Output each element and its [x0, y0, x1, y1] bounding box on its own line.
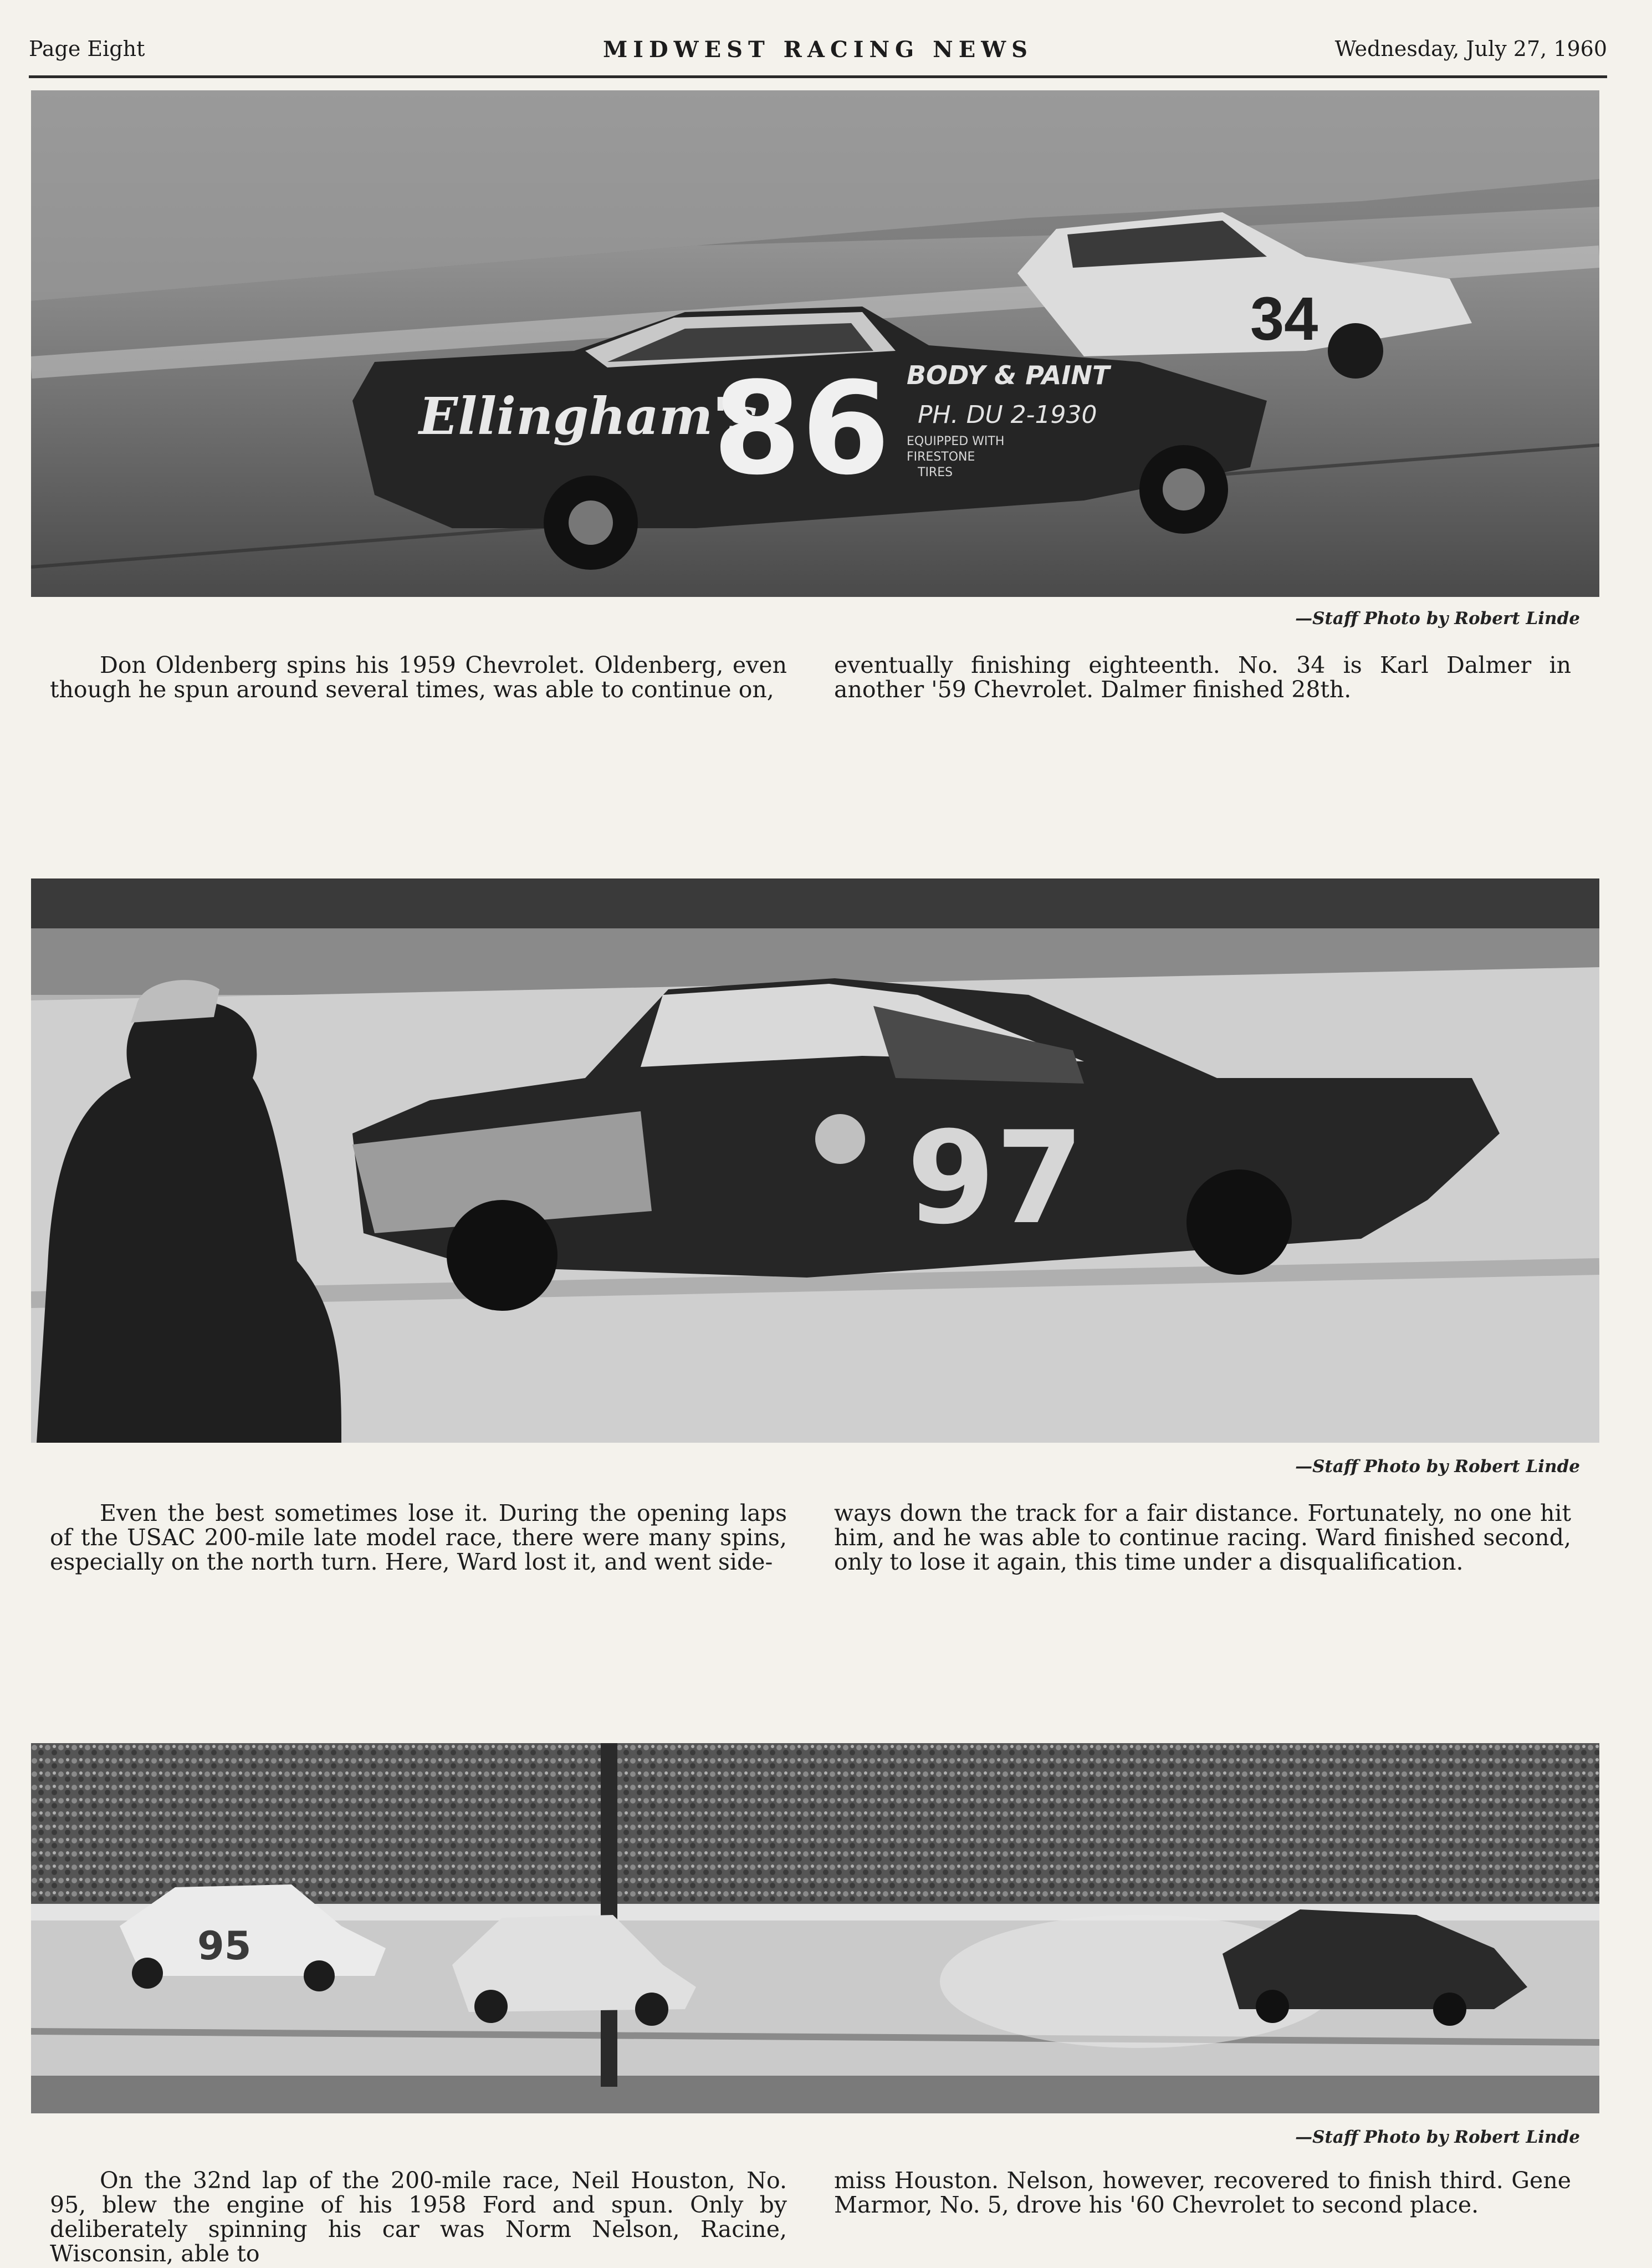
caption-3-right: miss Houston. Nelson, however, recovered to finish third. Gene Marmor, No. 5, drove his '60 Chevrolet to second place.	[834, 2167, 1571, 2218]
car-door-text-2: PH. DU 2-1930	[918, 401, 1097, 429]
car-door-text-4: FIRESTONE	[907, 450, 975, 464]
car-number-34: 34	[1250, 285, 1318, 353]
photo-car-97-sideways	[31, 878, 1599, 1443]
photo-3-image	[31, 1743, 1599, 2113]
car-sponsor-script: Ellingham's	[419, 386, 757, 446]
photo-credit-2: —Staff Photo by Robert Linde	[1295, 1457, 1580, 1477]
car-door-text-5: TIRES	[918, 466, 953, 479]
caption-2-left: Even the best sometimes lose it. During the opening laps of the USAC 200-mile late model race, there were many spins, especially on the north turn. Here, Ward lost it, and went side-	[50, 1500, 787, 1575]
car-number-86: 86	[713, 355, 891, 503]
photo-1-image	[31, 90, 1599, 597]
caption-1-right: eventually finishing eighteenth. No. 34 is Karl Dalmer in another '59 Chevrolet. Dalmer finished 28th.	[834, 652, 1571, 703]
issue-date: Wednesday, July 27, 1960	[1334, 37, 1607, 61]
car-number-97: 97	[907, 1105, 1085, 1253]
photo-2-image	[31, 878, 1599, 1443]
car-number-95: 95	[197, 1923, 252, 1969]
page-header	[29, 31, 1607, 78]
photo-spinning-car-86	[31, 90, 1599, 597]
photo-houston-spin	[31, 1743, 1599, 2113]
publication-title: MIDWEST RACING NEWS	[603, 37, 1033, 63]
caption-3-left: On the 32nd lap of the 200-mile race, Neil Houston, No. 95, blew the engine of his 1958 Ford and spun. Only by deliberately spinning his car was Norm Nelson, Racine, Wisconsin, able to	[50, 2167, 787, 2267]
caption-1-left: Don Oldenberg spins his 1959 Chevrolet. Oldenberg, even though he spun around several times, was able to continue on,	[50, 652, 787, 703]
car-door-text-3: EQUIPPED WITH	[907, 435, 1005, 448]
photo-credit-3: —Staff Photo by Robert Linde	[1295, 2127, 1580, 2147]
caption-2-right: ways down the track for a fair distance. Fortunately, no one hit him, and he was able to continue racing. Ward finished second, only to lose it again, this time under a disqualification.	[834, 1500, 1571, 1575]
page-label: Page Eight	[29, 37, 145, 61]
photo-credit-1: —Staff Photo by Robert Linde	[1295, 609, 1580, 629]
car-door-text-1: BODY & PAINT	[907, 360, 1110, 390]
